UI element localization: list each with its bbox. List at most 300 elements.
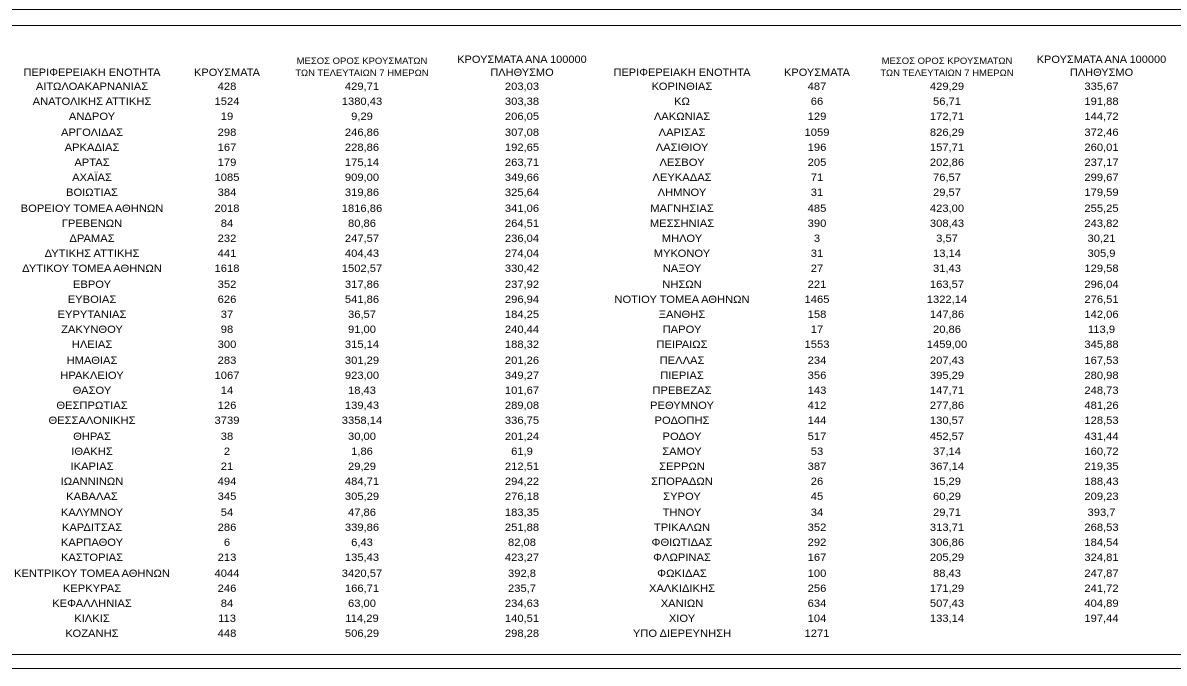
cell-cases: 84: [220, 597, 234, 610]
cell-per-100k: 341,06: [504, 202, 540, 215]
cell-avg-7days-2: 306,86: [929, 537, 965, 550]
cell-region-2: ΝΑΞΟΥ: [662, 263, 702, 276]
cell-region: ΑΙΤΩΛΟΑΚΑΡΝΑΝΙΑΣ: [35, 81, 149, 93]
cell-cases: 246: [217, 582, 237, 595]
table-row: [12, 186, 1181, 201]
cell-per-100k-2: 324,81: [1084, 552, 1119, 565]
cell-region-2: ΠΑΡΟΥ: [662, 324, 702, 337]
cell-region: ΑΧΑΪΑΣ: [72, 172, 112, 185]
table-row: [12, 338, 1181, 353]
cell-avg-7days: 3358,14: [341, 415, 383, 428]
cell-avg-7days-2: 37,14: [933, 445, 961, 458]
table-row: [12, 521, 1181, 536]
table-row: [12, 354, 1181, 369]
table-row: [12, 582, 1181, 597]
cell-per-100k-2: 184,54: [1084, 537, 1119, 550]
cell-per-100k: 349,27: [504, 369, 540, 382]
cell-avg-7days-2: 15,29: [933, 476, 961, 489]
cell-avg-7days: 247,57: [344, 233, 380, 246]
cell-cases-2: 1271: [804, 628, 830, 641]
cell-avg-7days: 47,86: [348, 506, 376, 519]
cell-avg-7days: 305,29: [344, 491, 380, 504]
cell-cases-2: 1553: [804, 339, 830, 352]
header-cases: ΚΡΟΥΣΜΑΤΑ: [194, 67, 260, 79]
cell-cases: 213: [217, 552, 237, 565]
cell-avg-7days-2: 171,29: [929, 582, 965, 595]
cell-cases: 448: [217, 628, 237, 641]
cell-per-100k-2: 219,35: [1084, 461, 1119, 474]
cell-avg-7days-2: 1322,14: [926, 293, 968, 306]
table-row: [12, 110, 1181, 125]
cell-avg-7days: 6,43: [351, 537, 373, 550]
cell-avg-7days: 175,14: [344, 157, 380, 170]
cell-region: ΑΝΔΡΟΥ: [68, 111, 116, 124]
table-row: [12, 597, 1181, 612]
cell-avg-7days: 909,00: [344, 172, 380, 185]
table-row: [12, 171, 1181, 186]
header-avg-7days: [282, 52, 442, 80]
cell-cases: 1618: [214, 263, 240, 276]
cell-avg-7days: 1502,57: [341, 263, 383, 276]
cell-per-100k: 289,08: [504, 400, 540, 413]
cell-avg-7days-2: 130,57: [929, 415, 965, 428]
cell-region-2: ΠΕΛΛΑΣ: [659, 354, 705, 367]
cell-cases: 298: [217, 126, 237, 139]
cell-region-2: ΛΑΡΙΣΑΣ: [658, 126, 706, 139]
cell-cases-2: 412: [807, 400, 827, 413]
cell-region: ΗΜΑΘΙΑΣ: [66, 354, 118, 367]
table-row: [12, 551, 1181, 566]
cell-cases-2: 234: [807, 354, 827, 367]
cell-region: ΚΕΡΚΥΡΑΣ: [62, 582, 122, 595]
cell-per-100k: 235,7: [508, 582, 536, 595]
cell-avg-7days: 541,86: [344, 293, 380, 306]
cell-region: ΑΡΤΑΣ: [74, 157, 110, 170]
cell-region-2: ΛΑΚΩΝΙΑΣ: [653, 111, 711, 124]
table-row: [12, 414, 1181, 429]
table-row: [12, 399, 1181, 414]
header-avg-line1-2: ΜΕΣΟΣ ΟΡΟΣ ΚΡΟΥΣΜΑΤΩΝ: [881, 56, 1013, 67]
cell-avg-7days: 484,71: [344, 476, 380, 489]
cell-per-100k: 307,08: [504, 126, 540, 139]
cell-per-100k-2: 129,58: [1084, 263, 1119, 276]
cell-cases-2: 17: [810, 324, 824, 337]
cell-cases-2: 517: [807, 430, 827, 443]
cell-per-100k: 140,51: [504, 613, 540, 626]
table-row: [12, 202, 1181, 217]
cell-per-100k: 423,27: [504, 552, 540, 565]
cell-avg-7days-2: 1459,00: [926, 339, 968, 352]
cell-cases-2: 1059: [804, 126, 830, 139]
cell-avg-7days-2: 20,86: [933, 324, 961, 337]
table-row: [12, 567, 1181, 582]
cell-cases: 3739: [214, 415, 240, 428]
cell-per-100k-2: 280,98: [1084, 369, 1119, 382]
cell-avg-7days-2: 88,43: [933, 567, 961, 580]
cell-avg-7days: 923,00: [344, 369, 380, 382]
cell-region-2: ΜΗΛΟΥ: [661, 233, 703, 246]
cell-avg-7days-2: 13,14: [933, 248, 961, 261]
cell-per-100k: 234,63: [504, 597, 540, 610]
cell-cases: 286: [217, 521, 237, 534]
cell-per-100k-2: 142,06: [1084, 309, 1119, 322]
cell-region-2: ΧΑΛΚΙΔΙΚΗΣ: [648, 582, 715, 595]
cell-per-100k: 188,32: [504, 339, 540, 352]
cell-avg-7days-2: 507,43: [929, 597, 965, 610]
cell-per-100k: 61,9: [511, 445, 533, 458]
cell-avg-7days: 18,43: [348, 385, 376, 398]
cell-cases-2: 71: [810, 172, 824, 185]
cell-avg-7days: 228,86: [344, 141, 380, 154]
table-row: [12, 141, 1181, 156]
cell-avg-7days: 63,00: [348, 597, 376, 610]
cell-per-100k-2: 113,9: [1087, 324, 1116, 337]
cell-per-100k: 303,38: [504, 96, 540, 109]
cell-per-100k-2: 188,43: [1084, 476, 1119, 489]
cell-cases-2: 485: [807, 202, 827, 215]
cell-region-2: ΠΡΕΒΕΖΑΣ: [652, 385, 712, 398]
cell-region-2: ΛΑΣΙΘΙΟΥ: [655, 141, 709, 154]
cell-cases-2: 256: [807, 582, 827, 595]
cell-region: ΚΑΡΠΑΘΟΥ: [60, 537, 124, 550]
table-row: [12, 293, 1181, 308]
cell-avg-7days: 91,00: [348, 324, 376, 337]
cell-avg-7days-2: 308,43: [929, 217, 965, 230]
cell-cases: 84: [220, 217, 234, 230]
cell-per-100k-2: 431,44: [1084, 430, 1119, 443]
table-row: [12, 95, 1181, 110]
cell-avg-7days: 80,86: [348, 217, 376, 230]
cell-region: ΔΥΤΙΚΟΥ ΤΟΜΕΑ ΑΘΗΝΩΝ: [22, 263, 162, 276]
cell-per-100k: 192,65: [504, 141, 540, 154]
cell-region: ΘΕΣΣΑΛΟΝΙΚΗΣ: [48, 415, 136, 428]
header-per100k-line2: ΠΛΗΘΥΣΜΟ: [490, 67, 554, 79]
cell-cases: 98: [220, 324, 234, 337]
bottom-rule-thin: [12, 668, 1181, 669]
cell-avg-7days-2: 429,29: [929, 81, 965, 93]
cell-cases: 179: [217, 157, 237, 170]
cell-region: ΚΑΒΑΛΑΣ: [66, 491, 118, 504]
cell-region: ΕΥΒΟΙΑΣ: [67, 293, 117, 306]
cell-avg-7days: 135,43: [344, 552, 380, 565]
table-row: [12, 323, 1181, 338]
cell-region: ΒΟΙΩΤΙΑΣ: [66, 187, 118, 200]
cell-cases-2: 45: [810, 491, 824, 504]
cell-avg-7days-2: 147,86: [929, 309, 965, 322]
cell-per-100k-2: 404,89: [1084, 597, 1119, 610]
cell-avg-7days-2: 76,57: [933, 172, 961, 185]
cell-cases: 113: [218, 613, 236, 626]
cell-region-2: ΛΗΜΝΟΥ: [657, 187, 707, 200]
cell-per-100k: 184,25: [504, 309, 540, 322]
cell-region-2: ΥΠΟ ΔΙΕΡΕΥΝΗΣΗ: [632, 628, 732, 641]
cell-cases: 38: [220, 430, 234, 443]
cell-cases-2: 487: [807, 81, 827, 93]
cell-per-100k: 274,04: [504, 248, 540, 261]
cell-cases-2: 144: [807, 415, 827, 428]
table-row: [12, 278, 1181, 293]
cell-cases: 2018: [214, 202, 240, 215]
cell-avg-7days: 3420,57: [341, 567, 383, 580]
cell-cases-2: 1465: [804, 293, 830, 306]
cell-region-2: ΣΕΡΡΩΝ: [659, 461, 705, 474]
cell-region: ΚΟΖΑΝΗΣ: [65, 628, 119, 641]
cell-per-100k: 296,94: [504, 293, 540, 306]
cell-region: ΚΑΡΔΙΤΣΑΣ: [61, 521, 123, 534]
cell-avg-7days: 1,86: [351, 445, 373, 458]
table-row: [12, 262, 1181, 277]
cell-region: ΗΛΕΙΑΣ: [71, 339, 113, 352]
cell-cases-2: 100: [807, 567, 827, 580]
cell-avg-7days-2: 395,29: [929, 369, 965, 382]
cell-cases: 4044: [214, 567, 240, 580]
cell-per-100k-2: 305,9: [1087, 248, 1116, 261]
cell-per-100k-2: [1022, 627, 1181, 642]
cell-region-2: ΛΕΥΚΑΔΑΣ: [652, 172, 712, 185]
table-row: [12, 217, 1181, 232]
header-per-100k-2: [1022, 52, 1181, 80]
header-region-2: ΠΕΡΙΦΕΡΕΙΑΚΗ ΕΝΟΤΗΤΑ: [613, 67, 751, 79]
cell-region: ΔΥΤΙΚΗΣ ΑΤΤΙΚΗΣ: [44, 248, 140, 261]
cell-cases-2: 205: [807, 157, 827, 170]
cell-per-100k: 325,64: [504, 187, 540, 200]
cell-per-100k: 330,42: [504, 263, 540, 276]
cell-region-2: ΜΥΚΟΝΟΥ: [653, 248, 711, 261]
cell-avg-7days-2: 452,57: [929, 430, 965, 443]
cell-region: ΚΑΣΤΟΡΙΑΣ: [60, 552, 124, 565]
cell-avg-7days-2: 826,29: [929, 126, 965, 139]
cell-region-2: ΣΥΡΟΥ: [663, 491, 701, 504]
cell-region-2: ΣΠΟΡΑΔΩΝ: [651, 476, 713, 489]
table-body: [12, 80, 1181, 643]
cell-avg-7days-2: 367,14: [929, 461, 965, 474]
cell-region: ΓΡΕΒΕΝΩΝ: [61, 217, 123, 230]
table-row: [12, 126, 1181, 141]
cell-cases-2: 352: [807, 521, 827, 534]
cell-region: ΒΟΡΕΙΟΥ ΤΟΜΕΑ ΑΘΗΝΩΝ: [20, 202, 164, 215]
cell-avg-7days: 315,14: [344, 339, 380, 352]
cell-region-2: ΜΕΣΣΗΝΙΑΣ: [649, 217, 715, 230]
cell-avg-7days-2: 313,71: [929, 521, 965, 534]
cell-avg-7days: 30,00: [348, 430, 376, 443]
cell-per-100k: 203,03: [504, 81, 540, 93]
cell-cases: 126: [217, 400, 237, 413]
cell-per-100k-2: 247,87: [1084, 567, 1119, 580]
cell-avg-7days-2: 207,43: [929, 354, 965, 367]
top-rule-thin: [12, 9, 1181, 10]
cell-cases-2: 143: [807, 385, 827, 398]
cell-cases: 6: [223, 537, 231, 550]
cell-region: ΗΡΑΚΛΕΙΟΥ: [60, 369, 124, 382]
table-row: [12, 369, 1181, 384]
cell-avg-7days: 1816,86: [341, 202, 383, 215]
cell-avg-7days: 246,86: [344, 126, 380, 139]
cell-avg-7days: 301,29: [344, 354, 380, 367]
cell-per-100k: 392,8: [508, 567, 536, 580]
cell-avg-7days-2: 60,29: [933, 491, 961, 504]
cell-cases: 1067: [214, 369, 240, 382]
cell-per-100k: 251,88: [504, 521, 540, 534]
cell-region-2: ΜΑΓΝΗΣΙΑΣ: [650, 202, 714, 215]
cell-avg-7days: 29,29: [348, 461, 376, 474]
cell-region: ΘΗΡΑΣ: [73, 430, 111, 443]
cell-per-100k-2: 372,46: [1084, 126, 1119, 139]
cell-per-100k-2: 345,88: [1084, 339, 1119, 352]
table-row: [12, 156, 1181, 171]
table-row: [12, 460, 1181, 475]
cell-region-2: ΝΟΤΙΟΥ ΤΟΜΕΑ ΑΘΗΝΩΝ: [614, 293, 750, 306]
header-cases-2: ΚΡΟΥΣΜΑΤΑ: [784, 67, 850, 79]
cell-avg-7days-2: 423,00: [929, 202, 965, 215]
table-row: [12, 612, 1181, 627]
cell-region-2: ΤΡΙΚΑΛΩΝ: [653, 521, 711, 534]
cell-region: ΑΡΓΟΛΙΔΑΣ: [60, 126, 124, 139]
cell-cases: 300: [217, 339, 237, 352]
cell-avg-7days: 114,29: [345, 613, 379, 626]
header-per-100k: [442, 52, 602, 80]
cell-region: ΔΡΑΜΑΣ: [69, 233, 115, 246]
cell-cases: 1524: [214, 96, 240, 109]
cell-cases-2: 221: [807, 278, 827, 291]
cell-avg-7days-2: 202,86: [929, 157, 965, 170]
cell-avg-7days: 317,86: [344, 278, 380, 291]
table-row: [12, 490, 1181, 505]
cell-per-100k: 349,66: [504, 172, 540, 185]
table-row: [12, 308, 1181, 323]
cell-region: ΘΑΣΟΥ: [72, 385, 112, 398]
table-header: [12, 52, 1181, 80]
cell-cases: 494: [217, 476, 237, 489]
cell-per-100k-2: 30,21: [1087, 233, 1116, 246]
cell-avg-7days-2: 147,71: [929, 385, 965, 398]
cell-per-100k-2: 243,82: [1084, 217, 1119, 230]
cell-per-100k-2: 260,01: [1084, 141, 1119, 154]
cell-avg-7days: 506,29: [344, 628, 380, 641]
cell-region-2: ΧΑΝΙΩΝ: [660, 597, 704, 610]
cell-per-100k-2: 335,67: [1084, 81, 1119, 93]
cell-cases-2: 104: [807, 613, 827, 626]
cell-avg-7days-2: [872, 627, 1022, 642]
header-avg-line2: ΤΩΝ ΤΕΛΕΥΤΑΙΩΝ 7 ΗΜΕΡΩΝ: [295, 68, 429, 79]
cell-avg-7days-2: 172,71: [929, 111, 965, 124]
cell-region: ΚΑΛΥΜΝΟΥ: [60, 506, 124, 519]
cell-per-100k: 212,51: [504, 461, 540, 474]
cell-per-100k: 101,67: [504, 385, 540, 398]
cell-per-100k-2: 299,67: [1084, 172, 1119, 185]
cell-region-2: ΡΕΘΥΜΝΟΥ: [650, 400, 714, 413]
cell-per-100k-2: 160,72: [1084, 445, 1119, 458]
cell-cases: 37: [220, 309, 234, 322]
cell-region: ΙΚΑΡΙΑΣ: [70, 461, 114, 474]
cell-per-100k: 298,28: [504, 628, 540, 641]
cell-cases: 21: [220, 461, 234, 474]
header-per100k-line2-2: ΠΛΗΘΥΣΜΟ: [1069, 67, 1134, 79]
cell-per-100k: 336,75: [504, 415, 540, 428]
cell-region: ΖΑΚΥΝΘΟΥ: [61, 324, 123, 337]
cell-cases-2: 26: [810, 476, 824, 489]
cell-region: ΙΘΑΚΗΣ: [71, 445, 113, 458]
cell-per-100k: 276,18: [504, 491, 540, 504]
cell-cases-2: 66: [810, 96, 824, 109]
cell-avg-7days-2: 56,71: [933, 96, 961, 109]
cell-region-2: ΦΘΙΩΤΙΔΑΣ: [651, 537, 713, 550]
cell-cases-2: 634: [807, 597, 827, 610]
cell-region-2: ΦΩΚΙΔΑΣ: [657, 567, 707, 580]
cell-cases: 352: [217, 278, 237, 291]
cell-per-100k-2: 179,59: [1084, 187, 1119, 200]
cell-avg-7days-2: 277,86: [929, 400, 965, 413]
cell-cases: 428: [217, 81, 237, 93]
cell-cases-2: 196: [807, 141, 827, 154]
cell-region-2: ΛΕΣΒΟΥ: [659, 157, 705, 170]
cell-avg-7days: 339,86: [344, 521, 380, 534]
cell-per-100k-2: 268,53: [1084, 521, 1119, 534]
cell-region-2: ΤΗΝΟΥ: [662, 506, 702, 519]
cell-region: ΚΕΝΤΡΙΚΟΥ ΤΟΜΕΑ ΑΘΗΝΩΝ: [13, 567, 170, 580]
cases-table: [12, 52, 1181, 643]
cell-region: ΕΥΡΥΤΑΝΙΑΣ: [57, 309, 127, 322]
cell-cases-2: 390: [807, 217, 827, 230]
cell-cases: 345: [217, 491, 237, 504]
cell-avg-7days-2: 133,14: [929, 613, 965, 626]
cell-region: ΕΒΡΟΥ: [72, 278, 112, 291]
cell-region: ΙΩΑΝΝΙΝΩΝ: [60, 476, 124, 489]
cell-avg-7days-2: 157,71: [929, 141, 965, 154]
cell-cases-2: 53: [810, 445, 824, 458]
cell-avg-7days-2: 29,71: [933, 506, 961, 519]
cell-region: ΚΕΦΑΛΛΗΝΙΑΣ: [52, 597, 132, 610]
cell-cases: 626: [217, 293, 237, 306]
cell-per-100k-2: 128,53: [1084, 415, 1119, 428]
cell-per-100k: 183,35: [504, 506, 540, 519]
cell-per-100k: 264,51: [504, 217, 540, 230]
cell-region-2: ΦΛΩΡΙΝΑΣ: [653, 552, 711, 565]
cell-per-100k: 201,24: [504, 430, 540, 443]
cell-region: ΚΙΛΚΙΣ: [74, 613, 110, 626]
cell-region-2: ΡΟΔΟΠΗΣ: [654, 415, 710, 428]
cell-per-100k-2: 255,25: [1084, 202, 1119, 215]
cell-cases-2: 129: [807, 111, 827, 124]
cell-per-100k-2: 296,04: [1084, 278, 1119, 291]
cell-avg-7days: 404,43: [344, 248, 380, 261]
header-avg-line2-2: ΤΩΝ ΤΕΛΕΥΤΑΙΩΝ 7 ΗΜΕΡΩΝ: [880, 68, 1014, 79]
cell-avg-7days-2: 29,57: [933, 187, 961, 200]
cell-per-100k-2: 209,23: [1084, 491, 1119, 504]
cell-cases-2: 3: [813, 233, 821, 246]
cell-per-100k: 237,92: [504, 278, 540, 291]
cell-avg-7days: 319,86: [344, 187, 380, 200]
cell-cases: 232: [217, 233, 237, 246]
cell-cases: 283: [217, 354, 237, 367]
cell-per-100k-2: 241,72: [1084, 582, 1119, 595]
cell-per-100k: 206,05: [504, 111, 540, 124]
cell-per-100k-2: 276,51: [1084, 293, 1119, 306]
cell-per-100k-2: 191,88: [1084, 96, 1119, 109]
cell-cases: 384: [217, 187, 237, 200]
cell-per-100k: 240,44: [504, 324, 540, 337]
cell-cases: 14: [220, 385, 234, 398]
bottom-rule: [12, 654, 1181, 655]
header-avg-7days-2: [872, 52, 1022, 80]
header-region: ΠΕΡΙΦΕΡΕΙΑΚΗ ΕΝΟΤΗΤΑ: [23, 67, 161, 79]
cell-cases-2: 292: [807, 537, 827, 550]
cell-per-100k: 263,71: [504, 157, 540, 170]
cell-avg-7days: 36,57: [348, 309, 376, 322]
cell-cases-2: 356: [807, 369, 827, 382]
cell-cases-2: 34: [810, 506, 824, 519]
table-row: [12, 232, 1181, 247]
cell-avg-7days: 139,43: [344, 400, 380, 413]
